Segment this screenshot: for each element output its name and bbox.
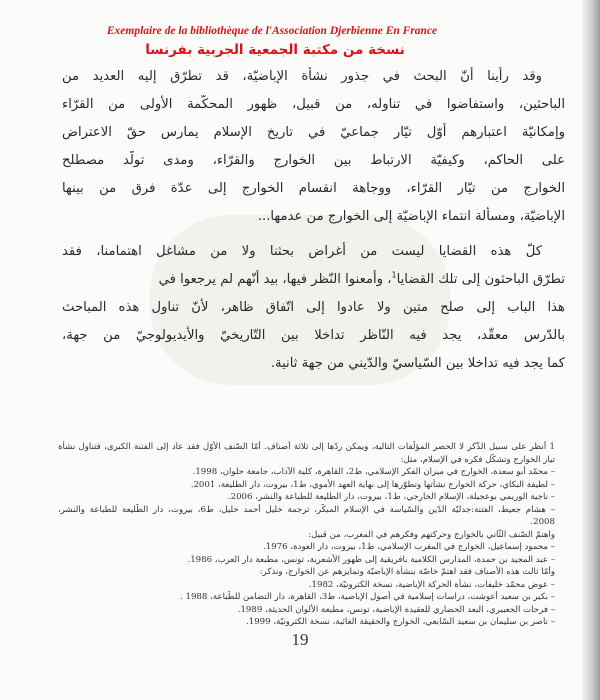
footnote-line: 2008. (530, 517, 555, 527)
page-number: 19 (291, 630, 309, 649)
footnote-line: – لطيفة البكاي، حركة الخوارج نشأتها وتطوّرها إلى نهاية العهد الأموي، ط1، بيروت، دار الطليعة، 2001. (190, 479, 555, 490)
text-segment: تطرّق الباحثون إلى تلك القضايا (396, 272, 565, 287)
text-line: الخوارج من تيّار القرّاء، ووجاهة انقسام الخوارج إلى عدّة فرق من بينها (62, 181, 565, 196)
text-line: هذا الباب إلى صلح متين ولا عادوا إلى اتّفاق ظاهر، لأنّ تناول هذه المباحث (62, 300, 565, 315)
library-stamp-french: Exemplaire de la bibliothèque de l'Association Djerbienne En France (106, 25, 438, 37)
footnote-line: – فرحات الجعبيري، البعد الحضاري للعقيدة الإباضية، تونس، مطبعة الألوان الحديثة، 1989. (237, 604, 555, 615)
text-line: الإباضيّة، ومسألة انتماء الإباضيّة إلى الخوارج من عدمها... (257, 209, 565, 224)
footnote-line: وأمّا ثالث هذه الأصناف فقد اهتمّ خاصّة بنشأة الإباضيّة وتمايزهم عن الخوارج، ونذكر: (259, 567, 555, 577)
footnote-line: واهتمّ الصّنف الثّاني بالخوارج وحركتهم وفكرهم في المغرب، من قبيل: (308, 529, 555, 540)
footnote-line: 1 أنظر على سبيل الذّكر لا الحصر المؤلّفات التالية، ويمكن ردّها إلى ثلاثة أصناف. أمّا الصّنف الأوّل فقد عاد إلى الفتنة الكبرى، فتناول نشأة (58, 442, 555, 452)
footnote-line: – ناجية الوريمي بوعجيلة، الإسلام الخارجي، ط1، بيروت، دار الطليعة للطباعة والنشر، 2006. (227, 492, 555, 502)
text-line: الباحثين، واستفاضوا في تناوله، من قبيل، ظهور المحكّمة الأولى من القرّاء (62, 97, 565, 112)
footnote-line: – بكير بن سعيد أعوشت، دراسات إسلامية في أصول الإباضية، ط3، القاهرة، دار التضامن للطّباعة، 1988 . (180, 592, 555, 602)
text-line: وقد رأينا أنّ البحث في جذور نشأة الإباضيّة، قد تطرّق إليه العديد من (62, 69, 542, 84)
text-line: وإمكانيّة اعتبارهم أوّل تيّار جماعيّ في تاريخ الإسلام يمارس حقّ الاعتراض (62, 125, 565, 140)
library-stamp-arabic: نسخة من مكتبة الجمعية الجربية بفرنسا (145, 42, 405, 58)
footnote-line: – محمود إسماعيل، الخوارج في المغرب الإسلامي، ط1، بيروت، دار العودة، 1976. (263, 542, 555, 552)
footnote-line: – ناصر بن سليمان بن سعيد السّابعي، الخوارج والحقيقة الغائبة، نسخة الكترونيّة، 1999. (246, 617, 555, 627)
footnote-line: – عوض محمّد خليفات، نشأة الحركة الإباضية، نسخة الكترونيّة، 1982. (308, 579, 555, 590)
footnote-line: – محمّد أبو سعدة، الخوارج في ميزان الفكر الإسلامي، ط2، القاهرة، كلية الآداب، جامعة حلوان، 1998. (192, 467, 555, 477)
footnote-line: تيار الخوارج وتشكّل فكره في الإسلام، مثل: (400, 454, 555, 465)
page-edge-shadow (582, 0, 600, 700)
footnote-reference[interactable]: 1 (391, 270, 397, 280)
text-segment: ، وأمعنوا النّظر فيها، بيد أنّهم لم يرجعوا في (158, 272, 392, 287)
text-line: بالدّرس معقّد، يجد فيه النّاظر تداخلا بين التّاريخيّ والأيديولوجيّ من جهة، (62, 328, 565, 343)
footnote-line: – عبد المجيد بن حمدة، المدارس الكلامية بافريقية إلى ظهور الأشعرية، تونس، مطبعة دار العرب، 1986. (187, 554, 555, 565)
text-line (62, 270, 565, 290)
footnote-line: – هشام جعيط، الفتنة:جدليّة الدّين والسّياسة في الإسلام المبكّر، ترجمة خليل أحمد خليل، ط6، بيروت، دار الطّليعة للطباعة والنشر، (58, 504, 555, 515)
text-line: كما يجد فيه تداخلا بين السّياسيّ والدّيني من جهة ثانية. (270, 356, 565, 371)
text-line: على الحاكم، وكيفيّة الارتباط بين الخوارج والقرّاء، ومدى تولّد مصطلح (62, 153, 565, 168)
text-line: كلّ هذه القضايا ليست من أغراض بحثنا ولا من مشاغل اهتمامنا، فقد (62, 244, 542, 259)
